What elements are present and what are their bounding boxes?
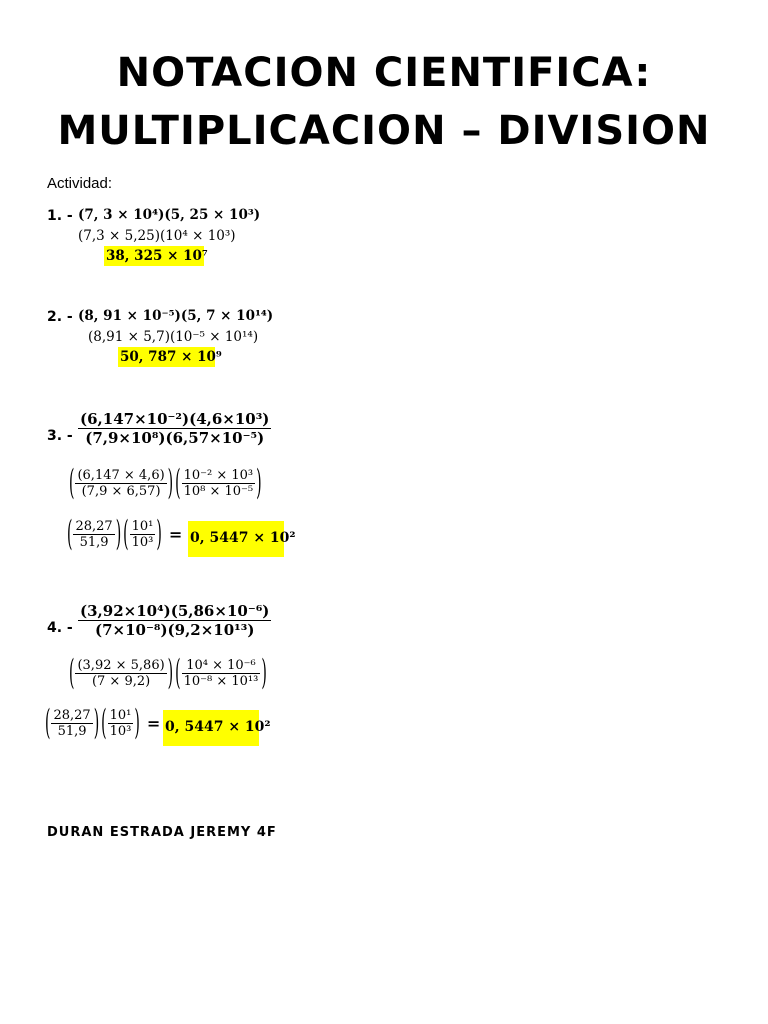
page-title-line1: NOTACION CIENTIFICA: (116, 50, 652, 96)
problem-4-step1 (68, 653, 268, 694)
problem-4-step1-num1: (3,92 × 5,86) (77, 658, 165, 673)
equals-sign: = (168, 525, 183, 544)
problem-1-result: 38, 325 × 10⁷ (106, 248, 208, 264)
problem-3-step1-num1: (6,147 × 4,6) (77, 468, 165, 483)
problem-2-label: 2. - (47, 309, 73, 325)
problem-3-step2-den2: 10³ (131, 535, 154, 550)
problem-2-step: (8,91 × 5,7)(10⁻⁵ × 10¹⁴) (88, 329, 259, 345)
right-paren: ) (156, 514, 162, 555)
problem-3-step2-num1: 28,27 (75, 519, 113, 534)
right-paren: ) (261, 653, 267, 694)
problem-3-numerator: (6,147×10⁻²)(4,6×10³) (80, 410, 270, 428)
problem-3-step1-den2: 10⁸ × 10⁻⁵ (183, 484, 254, 499)
activity-label: Actividad: (47, 175, 113, 192)
problem-3-label: 3. - (47, 428, 73, 444)
problem-3-step1-num2: 10⁻² × 10³ (183, 468, 254, 483)
right-paren: ) (134, 703, 140, 744)
author-name: DURAN ESTRADA JEREMY 4F (47, 825, 277, 840)
problem-4-label: 4. - (47, 620, 73, 636)
left-paren: ( (123, 514, 129, 555)
left-paren: ( (101, 703, 107, 744)
problem-4-step1-den1: (7 × 9,2) (91, 674, 151, 689)
problem-3-fraction (78, 410, 271, 447)
left-paren: ( (175, 463, 181, 504)
problem-4-step2-den1: 51,9 (57, 724, 87, 739)
problem-1-expression: (7, 3 × 10⁴)(5, 25 × 10³) (78, 207, 261, 223)
problem-2-result: 50, 787 × 10⁹ (120, 349, 222, 365)
problem-3-step2 (66, 514, 186, 555)
left-paren: ( (175, 653, 181, 694)
right-paren: ) (93, 703, 100, 744)
problem-4-step1-num2: 10⁴ × 10⁻⁶ (182, 658, 261, 674)
problem-4-fraction (78, 602, 271, 639)
problem-2-expression: (8, 91 × 10⁻⁵)(5, 7 × 10¹⁴) (78, 308, 274, 324)
problem-3-step2-num2: 10¹ (131, 519, 154, 534)
equals-sign: = (146, 714, 161, 733)
problem-4-step2-num1: 28,27 (53, 708, 91, 723)
left-paren: ( (69, 653, 75, 694)
problem-3-step1-den1: (7,9 × 6,57) (81, 484, 161, 499)
left-paren: ( (69, 463, 75, 504)
problem-4-step1-den2: 10⁻⁸ × 10¹³ (183, 674, 259, 689)
left-paren: ( (45, 703, 51, 744)
page-title-line2: MULTIPLICACION – DIVISION (57, 108, 711, 154)
problem-1-label: 1. - (47, 208, 73, 224)
problem-3-step1 (68, 463, 263, 504)
problem-3-step2-den1: 51,9 (79, 535, 109, 550)
problem-3-result: 0, 5447 × 10² (190, 530, 296, 546)
problem-3-denominator: (7,9×10⁸)(6,57×10⁻⁵) (85, 429, 265, 447)
problem-4-result: 0, 5447 × 10² (165, 719, 271, 735)
right-paren: ) (256, 463, 262, 504)
problem-4-step2-den2: 10³ (109, 724, 132, 739)
right-paren: ) (167, 653, 174, 694)
right-paren: ) (115, 514, 122, 555)
problem-1-step: (7,3 × 5,25)(10⁴ × 10³) (78, 228, 236, 244)
right-paren: ) (167, 463, 174, 504)
problem-4-step2 (44, 703, 164, 744)
problem-4-step2-num2: 10¹ (109, 708, 132, 723)
problem-4-numerator: (3,92×10⁴)(5,86×10⁻⁶) (80, 602, 270, 620)
problem-4-denominator: (7×10⁻⁸)(9,2×10¹³) (94, 621, 255, 639)
left-paren: ( (67, 514, 73, 555)
